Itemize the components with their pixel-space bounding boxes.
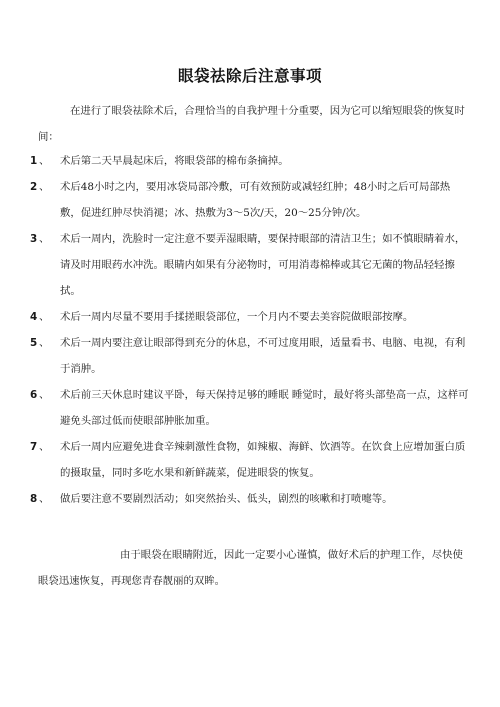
item-number: 5: [30, 337, 38, 349]
care-instructions-list: [30, 148, 470, 512]
item-number: 7: [30, 441, 38, 453]
item-separator: 、: [39, 493, 50, 505]
intro-paragraph: 在进行了眼袋祛除术后，合理恰当的自我护理十分重要，因为它可以缩短眼袋的恢复时间：: [38, 105, 465, 143]
item-separator: 、: [39, 233, 50, 245]
list-item: [30, 382, 470, 434]
item-number: 4: [30, 311, 38, 323]
list-item: [30, 174, 470, 226]
item-number: 1: [30, 155, 38, 167]
item-text: 术后一周内，洗脸时一定注意不要弄湿眼睛，要保持眼部的清洁卫生；如不慎眼睛着水，请及时用眼药水冲洗。眼睛内如果有分泌物时，可用消毒棉棒或其它无菌的物品轻轻擦拭。: [60, 233, 466, 297]
item-text: 做后要注意不要剧烈活动；如突然抬头、低头，剧烈的咳嗽和打喷嚏等。: [60, 493, 393, 505]
item-number: 2: [30, 181, 38, 193]
list-item: [30, 434, 470, 486]
list-item: [30, 226, 470, 304]
list-item: [30, 148, 470, 174]
item-text: 术后第二天早晨起床后，将眼袋部的棉布条摘掉。: [60, 155, 289, 167]
item-separator: 、: [39, 155, 50, 167]
item-separator: 、: [39, 311, 50, 323]
item-separator: 、: [39, 441, 50, 453]
item-text: 术后一周内尽量不要用手揉搓眼袋部位，一个月内不要去美容院做眼部按摩。: [60, 311, 414, 323]
item-number: 3: [30, 233, 38, 245]
item-separator: 、: [39, 181, 50, 193]
item-text: 术后48小时之内，要用冰袋局部冷敷，可有效预防或减轻红肿；48小时之后可局部热敷，促进红肿尽快消褪；冰、热敷为3～5次/天，20～25分钟/次。: [60, 181, 451, 219]
closing-paragraph: 由于眼袋在眼睛附近，因此一定要小心谨慎，做好术后的护理工作，尽快使眼袋迅速恢复，再现您青春靓丽的双眸。: [38, 549, 463, 587]
list-item: [30, 330, 470, 382]
item-text: 术后前三天休息时建议平卧，每天保持足够的睡眠 睡觉时，最好将头部垫高一点，这样可避免头部过低而使眼部肿胀加重。: [60, 389, 469, 427]
item-text: 术后一周内要注意让眼部得到充分的休息，不可过度用眼，适量看书、电脑、电视，有利于消肿。: [60, 337, 466, 375]
item-number: 8: [30, 493, 38, 505]
item-number: 6: [30, 389, 38, 401]
list-item: [30, 304, 470, 330]
item-separator: 、: [39, 389, 50, 401]
item-separator: 、: [39, 337, 50, 349]
document-title: 眼袋祛除后注意事项: [177, 67, 322, 85]
item-text: 术后一周内应避免进食辛辣刺激性食物，如辣椒、海鲜、饮酒等。在饮食上应增加蛋白质的摄取量，同时多吃水果和新鲜蔬菜，促进眼袋的恢复。: [60, 441, 466, 479]
list-item: [30, 486, 470, 512]
